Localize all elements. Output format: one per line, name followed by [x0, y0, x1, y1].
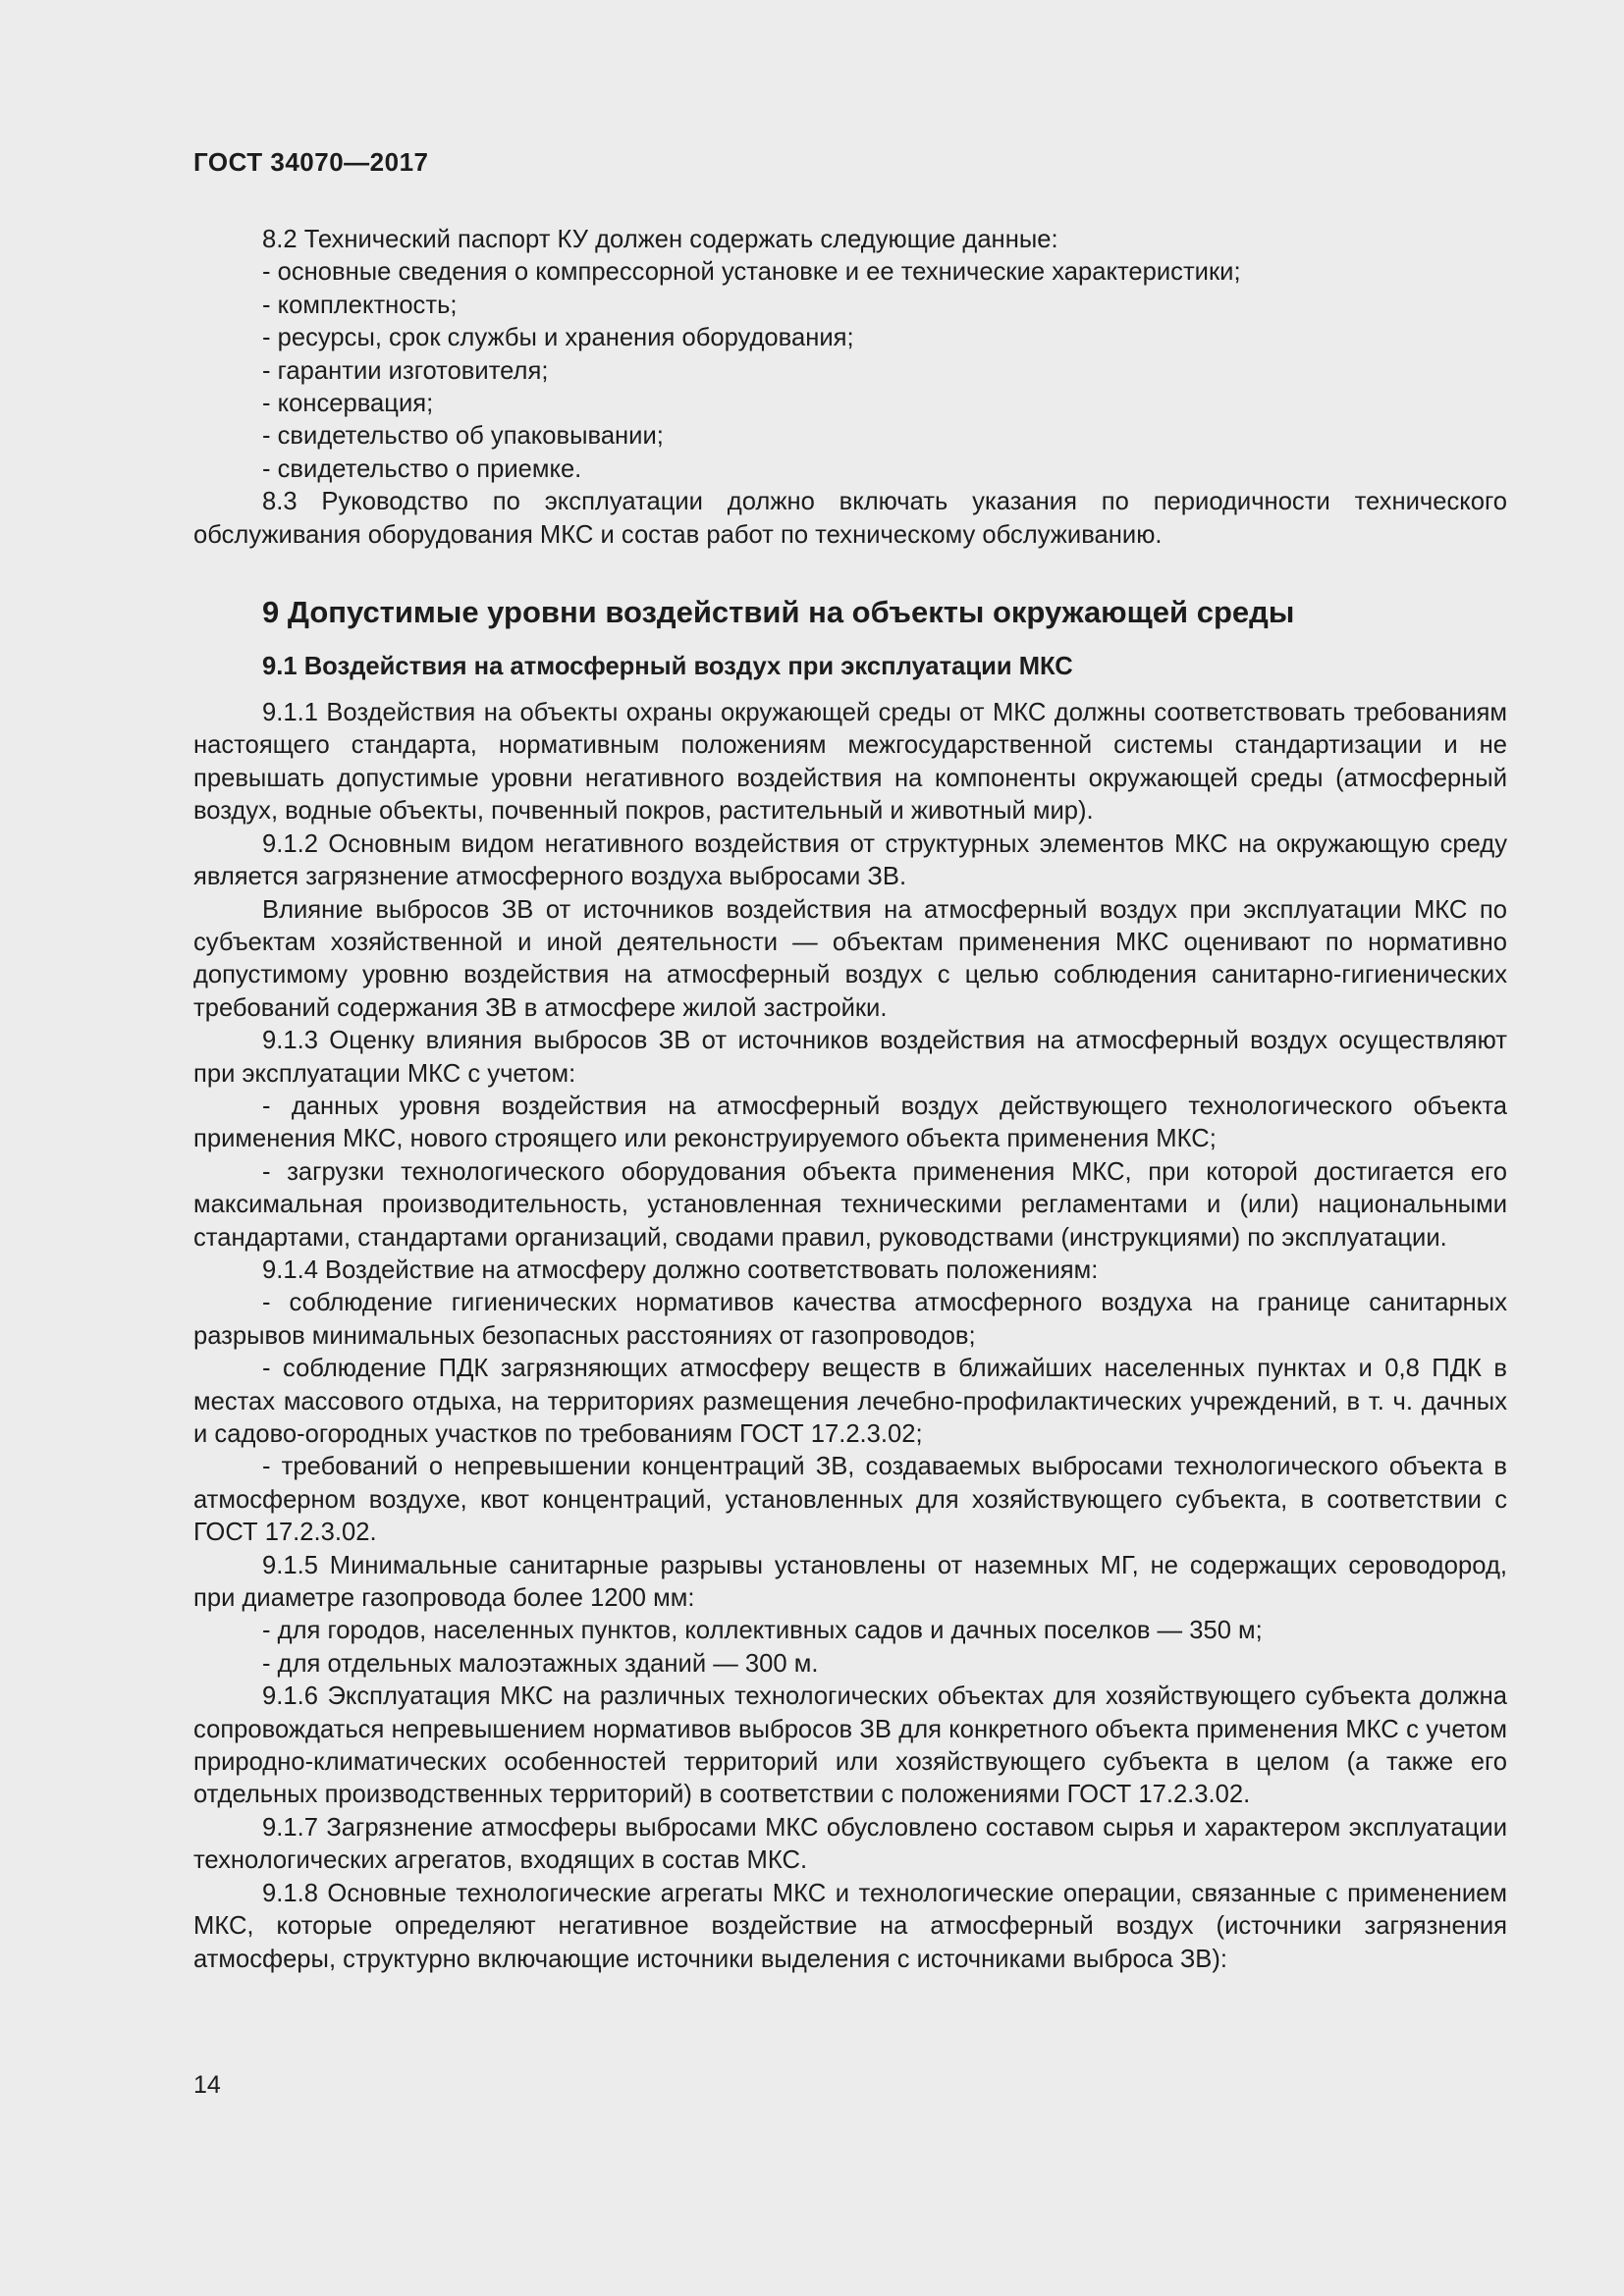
paragraph-8-3: 8.3 Руководство по эксплуатации должно включать указания по периодичности технического обслуживания оборудования МКС и состав работ по техническому обслуживанию. [193, 488, 1507, 549]
paragraph-8-2: 8.2 Технический паспорт КУ должен содержать следующие данные: [262, 226, 1058, 253]
paragraph-9-1-1: 9.1.1 Воздействия на объекты охраны окружающей среды от МКС должны соответствовать требованиям настоящего стандарта, нормативным положениям межгосударственной системы стандартизации и не превышать допустимые уровни негативного воздействия на компоненты окружающей среды (атмосферный воздух, водные объекты, почвенный покров, растительный и животный мир). [193, 699, 1507, 826]
section-9-heading: 9 Допустимые уровни воздействий на объекты окружающей среды [262, 595, 1295, 630]
document-id: ГОСТ 34070—2017 [193, 147, 429, 177]
paragraph-9-1-4-a: - соблюдение гигиенических нормативов качества атмосферного воздуха на границе санитарных разрывов минимальных безопасных расстояниях от газопроводов; [193, 1289, 1507, 1350]
list-item: - свидетельство об упаковывании; [262, 422, 664, 451]
paragraph-9-1-6: 9.1.6 Эксплуатация МКС на различных технологических объектах для хозяйствующего субъекта должна сопровождаться непревышением нормативов выбросов ЗВ для конкретного объекта применения МКС с учетом природно-климатических особенностей территорий или хозяйствующего субъекта в целом (а также его отдельных производственных территорий) в соответствии с положениями ГОСТ 17.2.3.02. [193, 1682, 1507, 1809]
list-item: - консервация; [262, 390, 434, 418]
document-body [193, 224, 1507, 1976]
list-item: - для отдельных малоэтажных зданий — 300 м. [262, 1649, 819, 1678]
paragraph-9-1-4-c: - требований о непревышении концентраций ЗВ, создаваемых выбросами технологического объекта в атмосферном воздухе, квот концентраций, установленных для хозяйствующего субъекта, в соответствии с ГОСТ 17.2.3.02. [193, 1453, 1507, 1547]
list-item: - гарантии изготовителя; [262, 356, 549, 385]
paragraph-9-1-3: 9.1.3 Оценку влияния выбросов ЗВ от источников воздействия на атмосферный воздух осуществляют при эксплуатации МКС с учетом: [193, 1027, 1507, 1088]
paragraph-9-1-3-b: - загрузки технологического оборудования объекта применения МКС, при которой достигается его максимальная производительность, установленная техническими регламентами и (или) национальными стандартами, стандартами организаций, сводами правил, руководствами (инструкциями) по эксплуатации. [193, 1157, 1507, 1252]
list-item: - ресурсы, срок службы и хранения оборудования; [262, 324, 854, 352]
list-item: - комплектность; [262, 291, 458, 319]
paragraph-9-1-4-b: - соблюдение ПДК загрязняющих атмосферу веществ в ближайших населенных пунктах и 0,8 ПДК в местах массового отдыха, на территориях размещения лечебно-профилактических учреждений, в т. ч. дачных и садово-огородных участков по требованиям ГОСТ 17.2.3.02; [193, 1355, 1507, 1448]
page-number: 14 [193, 2071, 221, 2099]
list-item: - свидетельство о приемке. [262, 454, 582, 483]
paragraph-9-1-4: 9.1.4 Воздействие на атмосферу должно соответствовать положениям: [262, 1255, 1099, 1284]
paragraph-9-1-3-a: - данных уровня воздействия на атмосферный воздух действующего технологического объекта применения МКС, нового строящего или реконструируемого объекта применения МКС; [193, 1092, 1507, 1153]
paragraph-influence: Влияние выбросов ЗВ от источников воздействия на атмосферный воздух при эксплуатации МКС по субъектам хозяйственной и иной деятельности — объектам применения МКС оценивают по нормативно допустимому уровню воздействия на атмосферный воздух с целью соблюдения санитарно-гигиенических требований содержания ЗВ в атмосфере жилой застройки. [193, 895, 1507, 1022]
list-item: - для городов, населенных пунктов, коллективных садов и дачных поселков — 350 м; [262, 1617, 1263, 1645]
paragraph-9-1-5: 9.1.5 Минимальные санитарные разрывы установлены от наземных МГ, не содержащих сероводород, при диаметре газопровода более 1200 мм: [193, 1551, 1507, 1613]
paragraph-9-1-7: 9.1.7 Загрязнение атмосферы выбросами МКС обусловлено составом сырья и характером эксплуатации технологических агрегатов, входящих в состав МКС. [193, 1813, 1507, 1875]
paragraph-9-1-2: 9.1.2 Основным видом негативного воздействия от структурных элементов МКС на окружающую среду является загрязнение атмосферного воздуха выбросами ЗВ. [193, 829, 1507, 891]
subsection-9-1-heading: 9.1 Воздействия на атмосферный воздух при эксплуатации МКС [262, 653, 1073, 681]
list-item: - основные сведения о компрессорной установке и ее технические характеристики; [262, 258, 1241, 287]
paragraph-9-1-8: 9.1.8 Основные технологические агрегаты МКС и технологические операции, связанные с применением МКС, которые определяют негативное воздействие на атмосферный воздух (источники загрязнения атмосферы, структурно включающие источники выделения с источниками выброса ЗВ): [193, 1879, 1507, 1973]
